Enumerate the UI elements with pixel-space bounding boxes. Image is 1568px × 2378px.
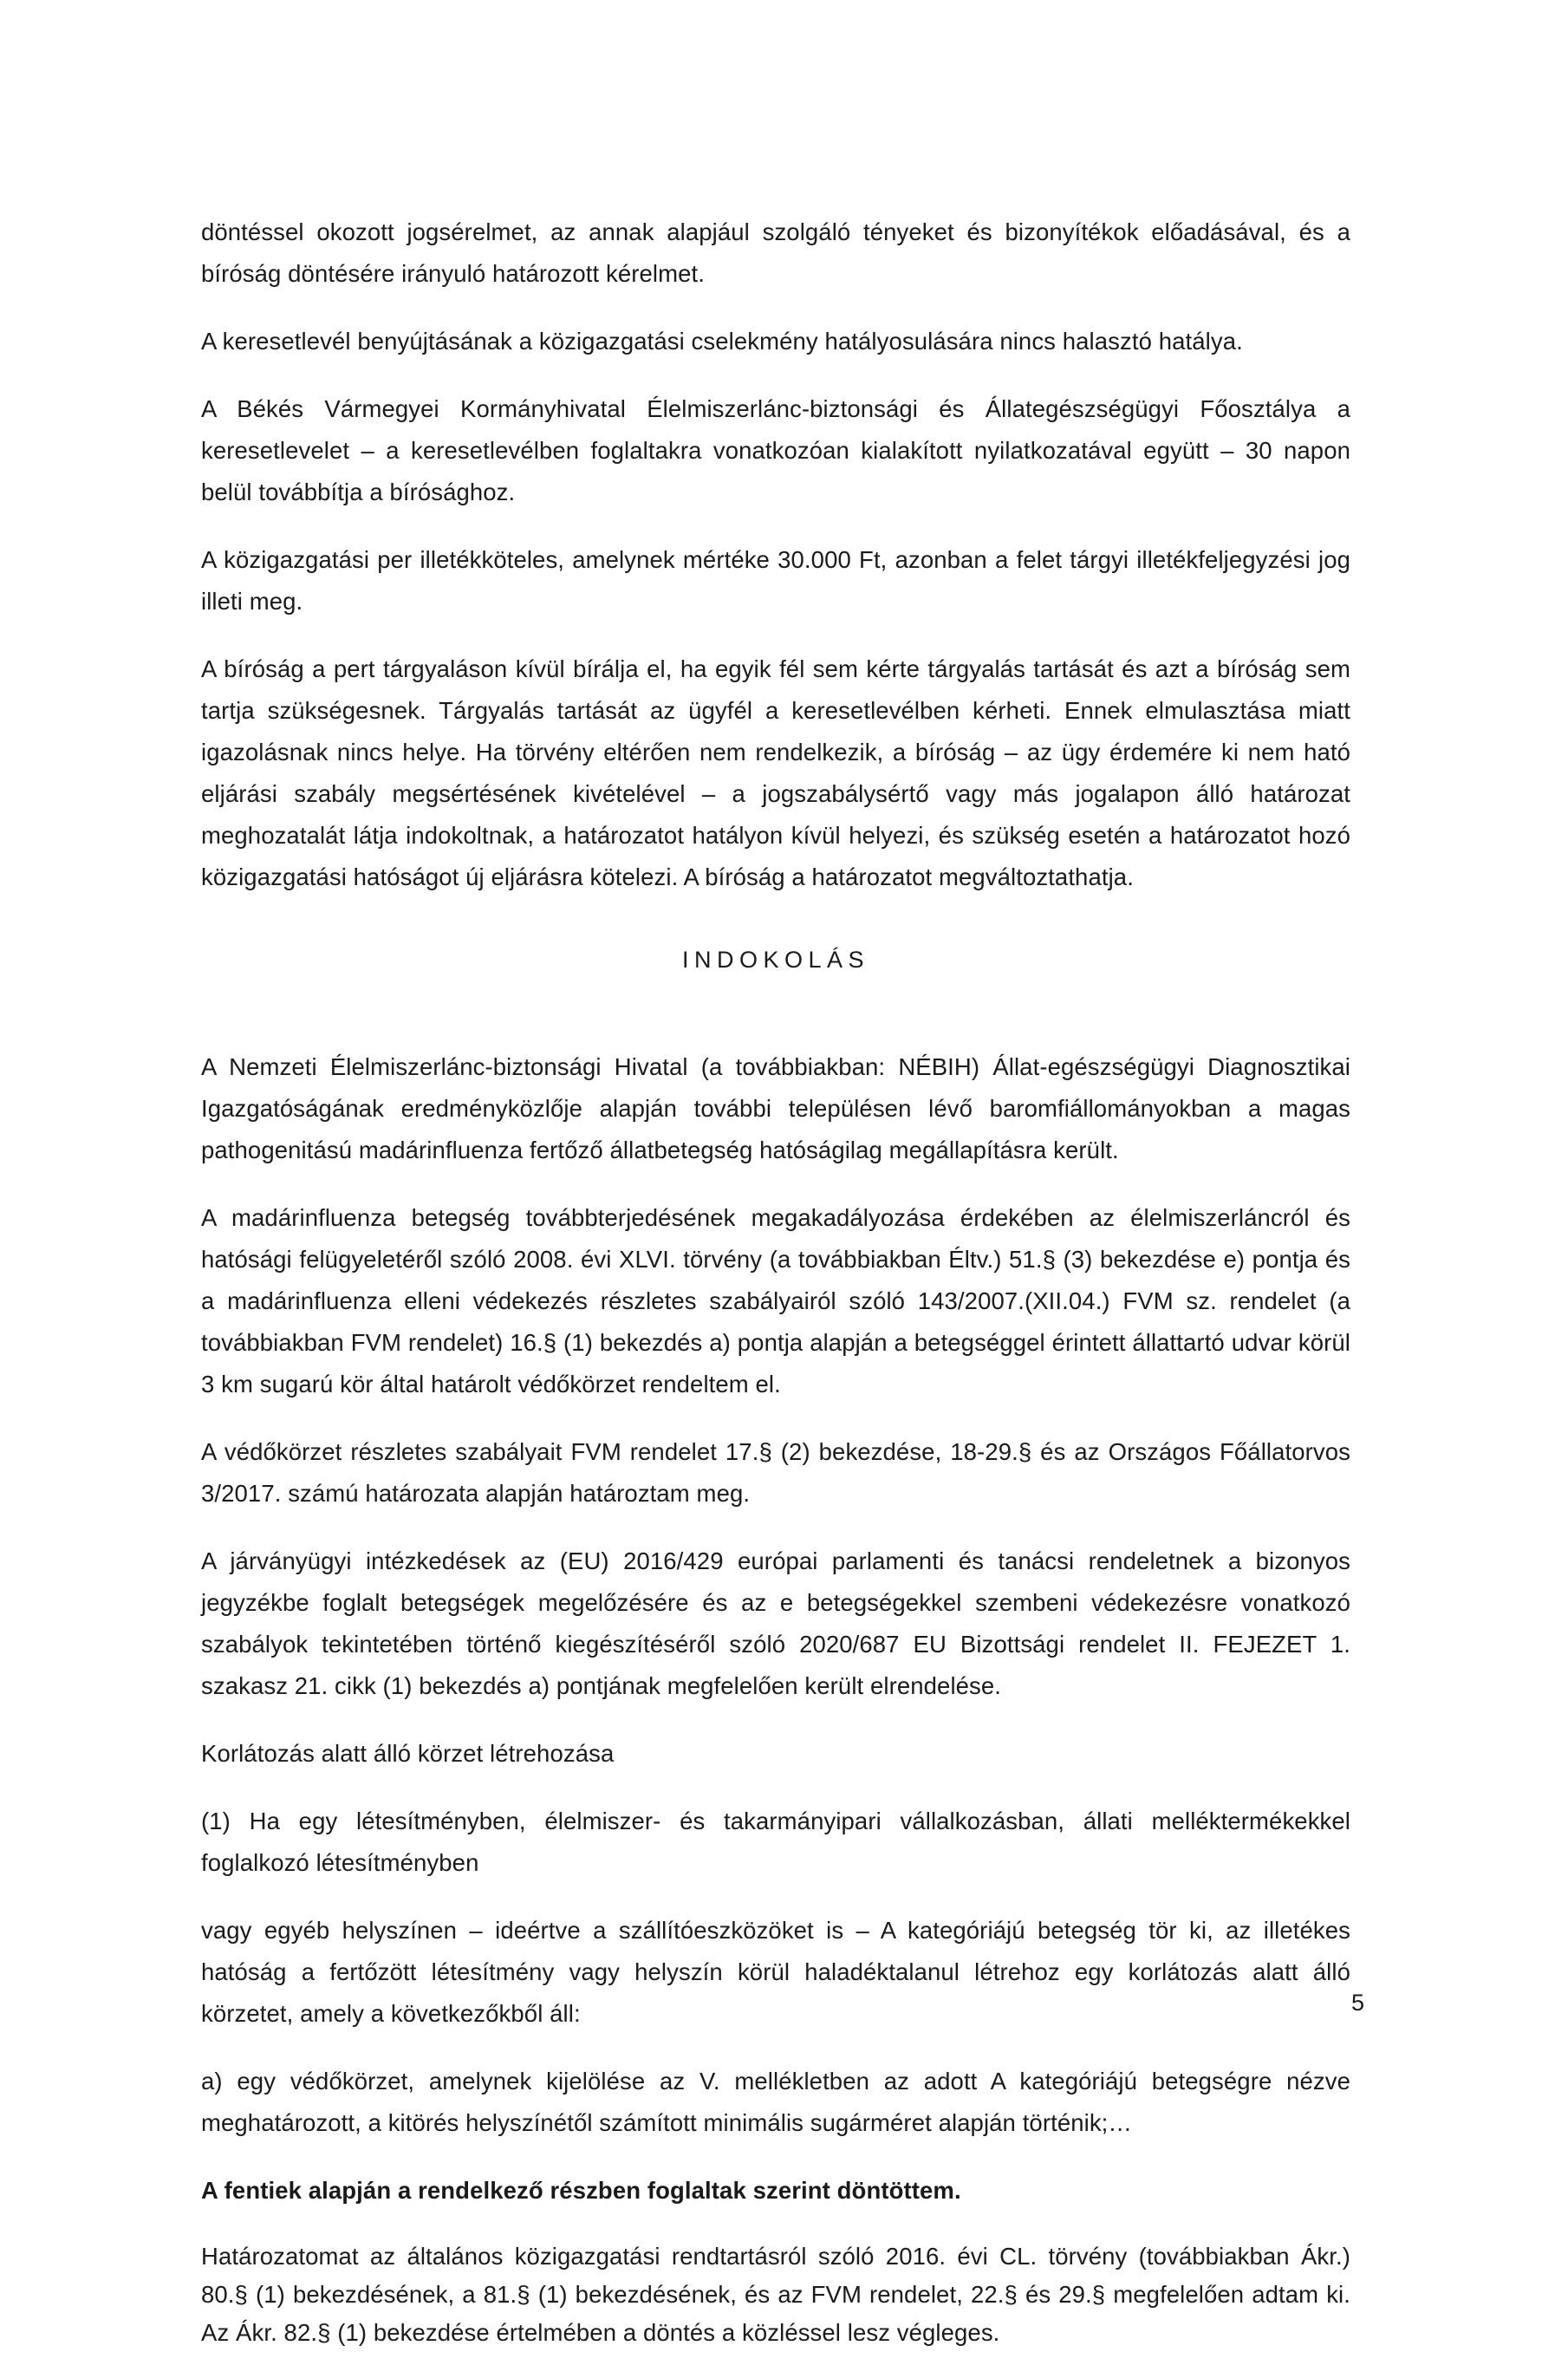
paragraph-vedokorzet-kijelolese: a) egy védőkörzet, amelynek kijelölése az V. mellékletben az adott A kategóriájú betegségre nézve meghatározott, a kitörés helyszínétől számított minimális sugárméret alapján történik;… — [201, 2068, 1350, 2136]
paragraph-closing: Határozatomat az általános közigazgatási rendtartásról szóló 2016. évi CL. törvény (továbbiakban Ákr.) 80.§ (1) bekezdésének, a 81.§ (1) bekezdésének, és az FVM rendelet, 22.§ és 29.§ megfelelően adtam ki. Az Ákr. 82.§ (1) bekezdése értelmében a döntés a közléssel lesz végleges. — [201, 2243, 1350, 2346]
paragraph-vedokorzet-szabalyai: A védőkörzet részletes szabályait FVM rendelet 17.§ (2) bekezdése, 18-29.§ és az Országos Főállatorvos 3/2017. számú határozata alapján határoztam meg. — [201, 1438, 1350, 1507]
paragraph-korlatozas-cim: Korlátozás alatt álló körzet létrehozása — [201, 1740, 615, 1767]
paragraph-egyeb-helyszinen: vagy egyéb helyszínen – ideértve a szállítóeszközöket is – A kategóriájú betegség tör ki, az illetékes hatóság a fertőzött létesítmény vagy helyszín körül haladéktalanul létrehoz egy korlátozás alatt álló körzetet, amely a következőkből áll: — [201, 1917, 1350, 2027]
paragraph-keresetlevel-halaszto: A keresetlevél benyújtásának a közigazgatási cselekmény hatályosulására nincs halasztó hatálya. — [201, 328, 1243, 355]
paragraph-letesitmeny-1: (1) Ha egy létesítményben, élelmiszer- és takarmányipari vállalkozásban, állati melléktermékekkel foglalkozó létesítményben — [201, 1808, 1350, 1876]
paragraph-madarinfluenza-jogszabaly: A madárinfluenza betegség továbbterjedésének megakadályozása érdekében az élelmiszerláncról és hatósági felügyeletéről szóló 2008. évi XLVI. törvény (a továbbiakban Éltv.) 51.§ (3) bekezdése e) pontja és a madárinfluenza elleni védekezés részletes szabályairól szóló 143/2007.(XII.04.) FVM sz. rendelet (a továbbiakban FVM rendelet) 16.§ (1) bekezdés a) pontja alapján a betegséggel érintett állattartó udvar körül 3 km sugarú kör által határolt védőkörzet rendeltem el. — [201, 1204, 1350, 1397]
paragraph-bold-statement: A fentiek alapján a rendelkező részben foglaltak szerint döntöttem. — [201, 2177, 961, 2204]
paragraph-illetekkoteles: A közigazgatási per illetékköteles, amelynek mértéke 30.000 Ft, azonban a felet tárgyi illetékfeljegyzési jog illeti meg. — [201, 546, 1350, 615]
paragraph-bekes-varmegyei: A Békés Vármegyei Kormányhivatal Élelmiszerlánc-biztonsági és Állategészségügyi Főosztálya a keresetlevelet – a keresetlevélben foglaltakra vonatkozóan kialakított nyilatkozatával együtt – 30 napon belül továbbítja a bírósághoz. — [201, 395, 1350, 505]
section-heading-wrap — [201, 947, 1350, 974]
paragraph-nebih: A Nemzeti Élelmiszerlánc-biztonsági Hivatal (a továbbiakban: NÉBIH) Állat-egészségügyi Diagnosztikai Igazgatóságának eredményközlője alapján további településen lévő baromfiállományokban a magas pathogenitású madárinfluenza fertőző állatbetegség hatóságilag megállapításra került. — [201, 1053, 1350, 1163]
section-heading-indokolas: INDOKOLÁS — [681, 947, 870, 973]
page-number: 5 — [1350, 1990, 1364, 2016]
paragraph-birosag-targyalas: A bíróság a pert tárgyaláson kívül bírálja el, ha egyik fél sem kérte tárgyalás tartását és azt a bíróság sem tartja szükségesnek. Tárgyalás tartását az ügyfél a keresetlevélben kérheti. Ennek elmulasztása miatt igazolásnak nincs helye. Ha törvény eltérően nem rendelkezik, a bíróság – az ügy érdemére ki nem ható eljárási szabály megsértésének kivételével – a jogszabálysértő vagy más jogalapon álló határozat meghozatalát látja indokoltnak, a határozatot hatályon kívül helyezi, és szükség esetén a határozatot hozó közigazgatási hatóságot új eljárásra kötelezi. A bíróság a határozatot megváltoztathatja. — [201, 655, 1350, 890]
paragraph-jarvanyugyi-intezkedesek: A járványügyi intézkedések az (EU) 2016/429 európai parlamenti és tanácsi rendeletnek a bizonyos jegyzékbe foglalt betegségek megelőzésére és az e betegségekkel szembeni védekezésre vonatkozó szabályok tekintetében történő kiegészítéséről szóló 2020/687 EU Bizottsági rendelet II. FEJEZET 1. szakasz 21. cikk (1) bekezdés a) pontjának megfelelően került elrendelése. — [201, 1547, 1350, 1699]
paragraph-jogserelmet: döntéssel okozott jogsérelmet, az annak alapjául szolgáló tényeket és bizonyítékok előadásával, és a bíróság döntésére irányuló határozott kérelmet. — [201, 218, 1350, 287]
document-body — [201, 212, 1350, 2378]
